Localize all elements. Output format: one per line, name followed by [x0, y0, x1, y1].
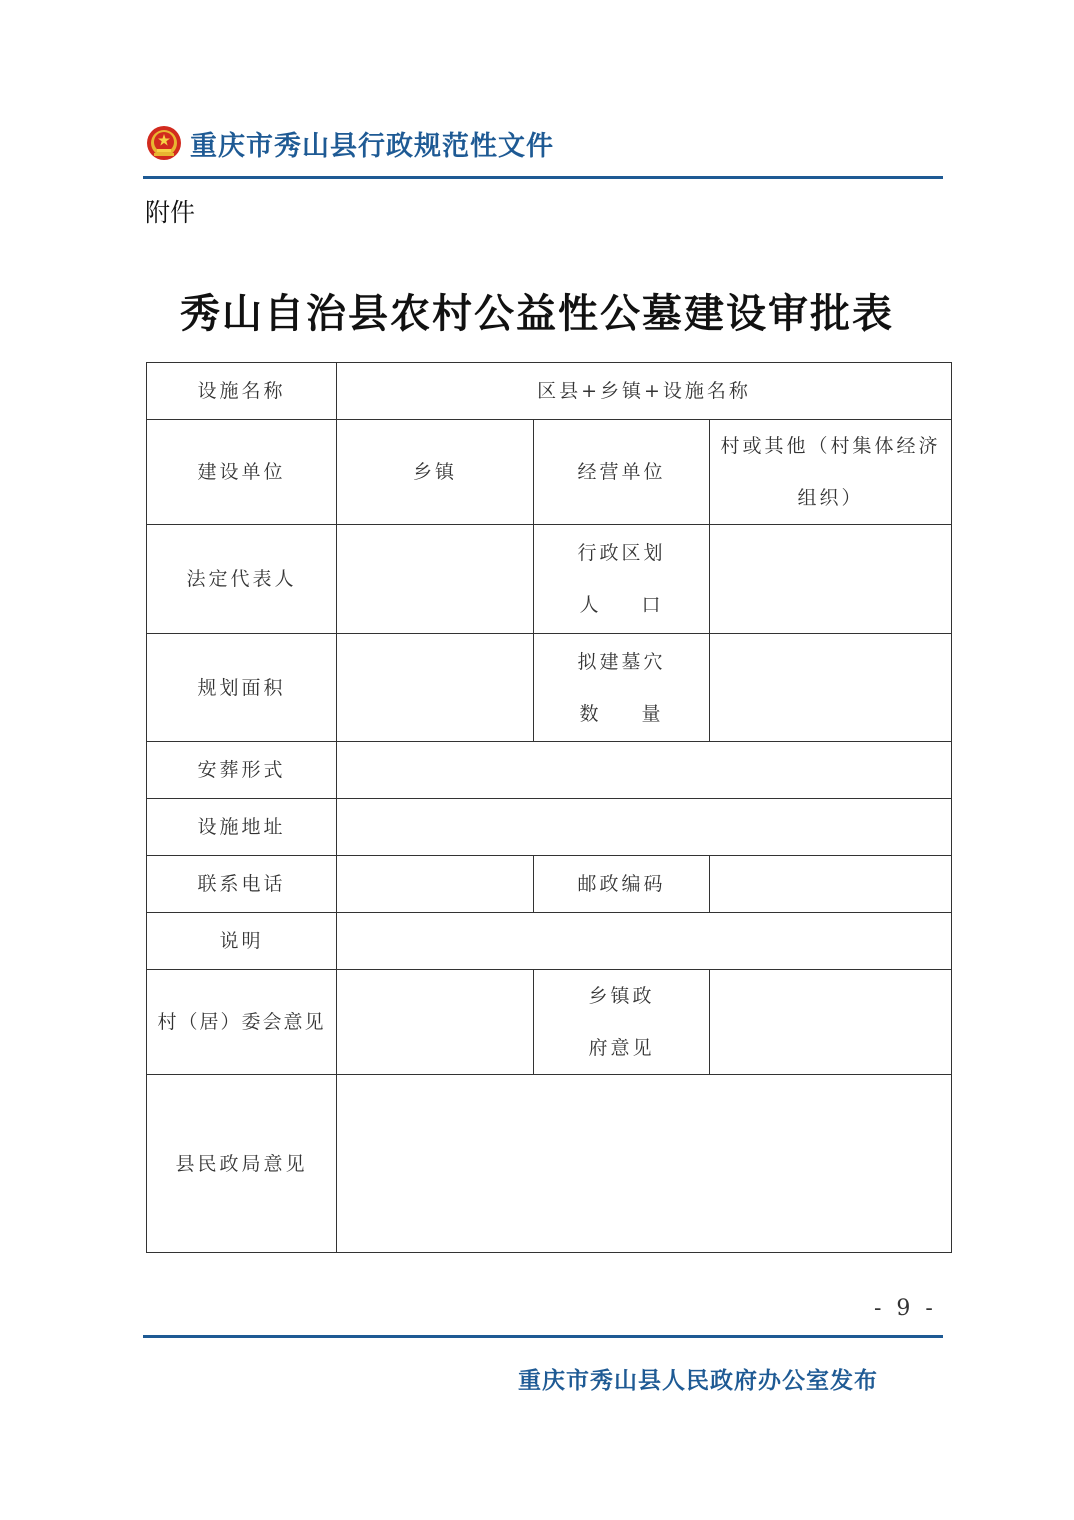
- table-row: [147, 634, 952, 742]
- table-row: [147, 420, 952, 525]
- burial-form-label: 安葬形式: [147, 742, 337, 799]
- builder-label: 建设单位: [147, 420, 337, 525]
- page-number: - 9 -: [874, 1296, 937, 1321]
- county-opinion-label: 县民政局意见: [147, 1075, 337, 1253]
- burial-form-value[interactable]: [337, 742, 952, 799]
- population-label-char-a: 人: [579, 594, 602, 616]
- table-row: [147, 1075, 952, 1253]
- phone-value[interactable]: [337, 856, 534, 913]
- population-label-line2: [580, 579, 664, 631]
- township-opinion-label: [534, 970, 710, 1075]
- header-title: 重庆市秀山县行政规范性文件: [190, 130, 554, 162]
- footer-divider: [143, 1335, 943, 1338]
- phone-label: 联系电话: [147, 856, 337, 913]
- table-row: [147, 363, 952, 420]
- approval-form-table: [146, 362, 952, 1253]
- notes-value[interactable]: [337, 913, 952, 970]
- operator-value-line1: 村或其他（村集体经济: [720, 435, 941, 457]
- township-opinion-line2: 府意见: [588, 1037, 655, 1059]
- graves-value[interactable]: [710, 634, 952, 742]
- operator-value[interactable]: [710, 420, 952, 525]
- graves-label-line1: 拟建墓穴: [577, 650, 666, 673]
- builder-value[interactable]: 乡镇: [337, 420, 534, 525]
- graves-label: [534, 634, 710, 742]
- table-row: [147, 742, 952, 799]
- address-label: 设施地址: [147, 799, 337, 856]
- table-row: [147, 913, 952, 970]
- document-title: 秀山自治县农村公益性公墓建设审批表: [180, 290, 894, 337]
- document-header: [146, 122, 554, 164]
- population-label: [534, 525, 710, 634]
- population-label-char-b: 口: [641, 594, 664, 616]
- table-row: [147, 799, 952, 856]
- planned-area-value[interactable]: [337, 634, 534, 742]
- village-opinion-value[interactable]: [337, 970, 534, 1075]
- township-opinion-line1: 乡镇政: [588, 985, 655, 1007]
- facility-name-label: 设施名称: [147, 363, 337, 420]
- table-row: [147, 970, 952, 1075]
- graves-label-char-a: 数: [579, 702, 602, 725]
- postcode-label: 邮政编码: [534, 856, 710, 913]
- graves-label-line2: [580, 688, 664, 740]
- population-label-line1: 行政区划: [577, 542, 666, 564]
- attachment-label: 附件: [145, 198, 196, 227]
- header-divider: [143, 176, 943, 179]
- planned-area-label: 规划面积: [147, 634, 337, 742]
- township-opinion-value[interactable]: [710, 970, 952, 1075]
- graves-label-char-b: 量: [641, 702, 664, 725]
- publisher-line: 重庆市秀山县人民政府办公室发布: [518, 1368, 878, 1394]
- legal-rep-label: 法定代表人: [147, 525, 337, 634]
- legal-rep-value[interactable]: [337, 525, 534, 634]
- postcode-value[interactable]: [710, 856, 952, 913]
- facility-name-value[interactable]: 区县+乡镇+设施名称: [337, 363, 952, 420]
- population-value[interactable]: [710, 525, 952, 634]
- address-value[interactable]: [337, 799, 952, 856]
- operator-label: 经营单位: [534, 420, 710, 525]
- county-opinion-value[interactable]: [337, 1075, 952, 1253]
- national-emblem-icon: [146, 125, 182, 161]
- village-opinion-label: 村（居）委会意见: [147, 970, 337, 1075]
- notes-label: 说明: [147, 913, 337, 970]
- table-row: [147, 525, 952, 634]
- table-row: [147, 856, 952, 913]
- operator-value-line2: 组织）: [797, 487, 864, 509]
